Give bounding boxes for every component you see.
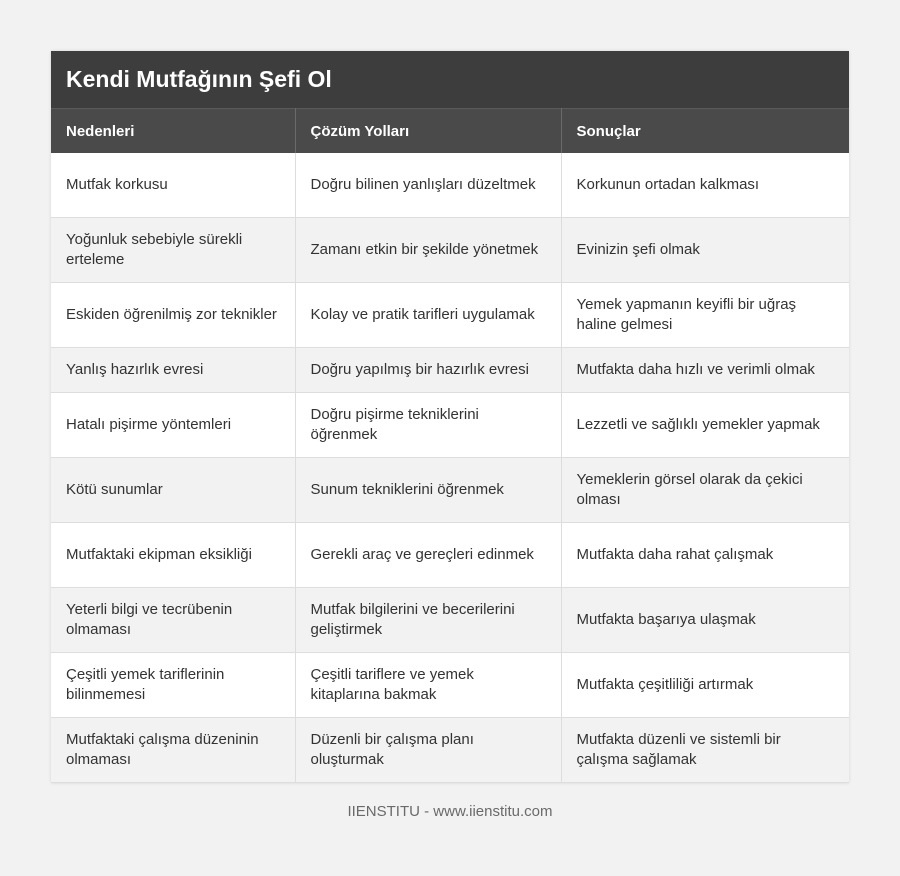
header-row <box>51 109 849 154</box>
table-cell: Mutfakta çeşitliliği artırmak <box>561 653 849 718</box>
table-cell: Yanlış hazırlık evresi <box>51 348 295 393</box>
table-cell: Korkunun ortadan kalkması <box>561 153 849 218</box>
table-cell: Mutfaktaki çalışma düzeninin olmaması <box>51 718 295 783</box>
table-cell: Zamanı etkin bir şekilde yönetmek <box>295 218 561 283</box>
table-row <box>51 283 849 348</box>
table-cell: Kötü sunumlar <box>51 458 295 523</box>
table-cell: Hatalı pişirme yöntemleri <box>51 393 295 458</box>
table-cell: Kolay ve pratik tarifleri uygulamak <box>295 283 561 348</box>
table-cell: Düzenli bir çalışma planı oluşturmak <box>295 718 561 783</box>
table-row <box>51 653 849 718</box>
table-cell: Sunum tekniklerini öğrenmek <box>295 458 561 523</box>
table-cell: Yoğunluk sebebiyle sürekli erteleme <box>51 218 295 283</box>
table-title: Kendi Mutfağının Şefi Ol <box>51 51 849 108</box>
table-cell: Doğru yapılmış bir hazırlık evresi <box>295 348 561 393</box>
table-cell: Mutfakta daha hızlı ve verimli olmak <box>561 348 849 393</box>
table-row <box>51 588 849 653</box>
table-row <box>51 393 849 458</box>
table-row <box>51 523 849 588</box>
table-cell: Çeşitli yemek tariflerinin bilinmemesi <box>51 653 295 718</box>
table-row <box>51 218 849 283</box>
table-cell: Mutfak bilgilerini ve becerilerini geliştirmek <box>295 588 561 653</box>
table-cell: Doğru pişirme tekniklerini öğrenmek <box>295 393 561 458</box>
footer-credit: IIENSTITU - www.iienstitu.com <box>347 803 553 820</box>
table-row <box>51 348 849 393</box>
table-row <box>51 458 849 523</box>
column-header-nedenleri: Nedenleri <box>51 109 295 154</box>
table-cell: Doğru bilinen yanlışları düzeltmek <box>295 153 561 218</box>
table-cell: Yemeklerin görsel olarak da çekici olması <box>561 458 849 523</box>
table-cell: Lezzetli ve sağlıklı yemekler yapmak <box>561 393 849 458</box>
table-row <box>51 153 849 218</box>
data-table <box>51 108 849 783</box>
table-card <box>51 51 849 783</box>
table-cell: Yemek yapmanın keyifli bir uğraş haline gelmesi <box>561 283 849 348</box>
table-cell: Yeterli bilgi ve tecrübenin olmaması <box>51 588 295 653</box>
table-cell: Mutfakta başarıya ulaşmak <box>561 588 849 653</box>
table-cell: Gerekli araç ve gereçleri edinmek <box>295 523 561 588</box>
table-cell: Mutfakta düzenli ve sistemli bir çalışma sağlamak <box>561 718 849 783</box>
table-cell: Mutfaktaki ekipman eksikliği <box>51 523 295 588</box>
table-cell: Mutfakta daha rahat çalışmak <box>561 523 849 588</box>
column-header-cozum-yollari: Çözüm Yolları <box>295 109 561 154</box>
column-header-sonuclar: Sonuçlar <box>561 109 849 154</box>
table-cell: Mutfak korkusu <box>51 153 295 218</box>
table-cell: Evinizin şefi olmak <box>561 218 849 283</box>
table-cell: Çeşitli tariflere ve yemek kitaplarına bakmak <box>295 653 561 718</box>
table-row <box>51 718 849 783</box>
table-cell: Eskiden öğrenilmiş zor teknikler <box>51 283 295 348</box>
